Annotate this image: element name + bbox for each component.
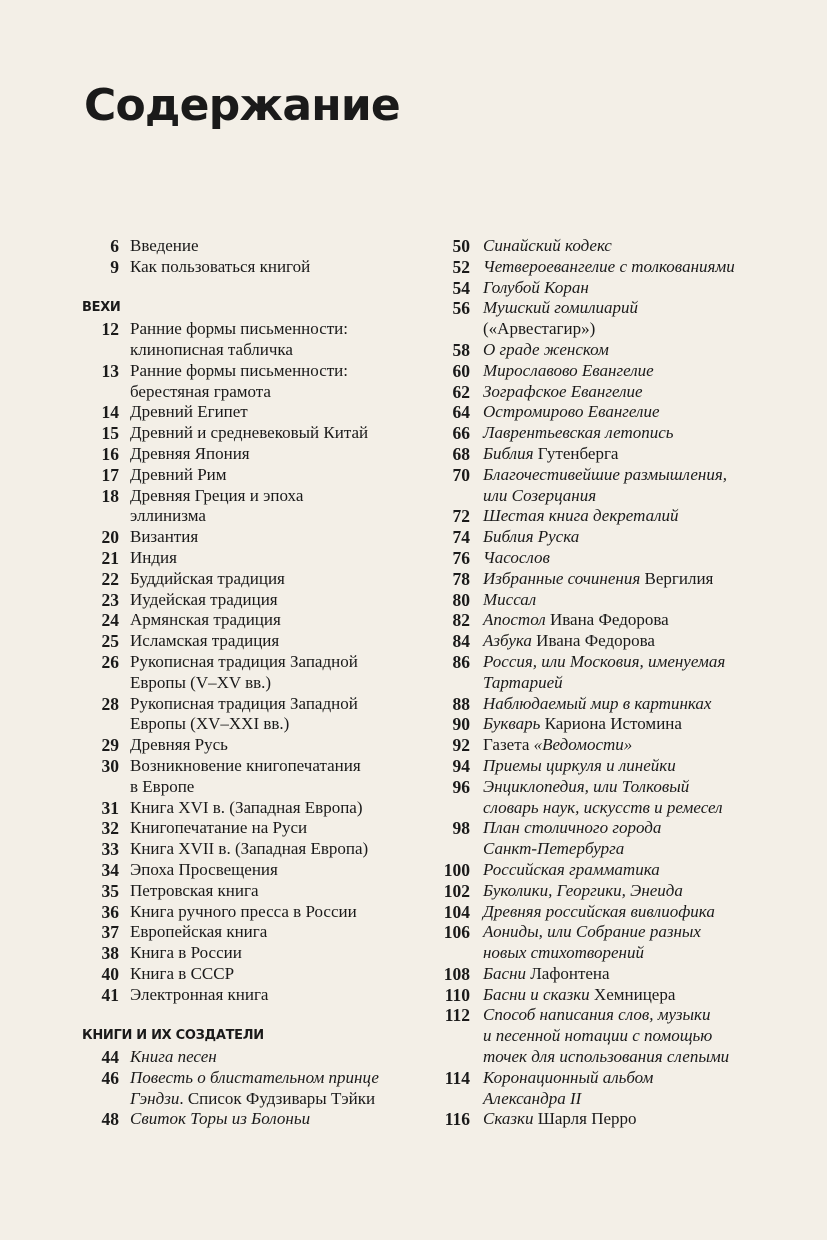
toc-entry: [432, 444, 822, 465]
toc-entry: [432, 527, 822, 548]
entry-title-part: Древняя Русь: [130, 735, 228, 755]
entry-title-part: Исламская традиция: [130, 631, 280, 651]
entry-title: [130, 1047, 217, 1068]
page-number: 6: [110, 236, 119, 256]
entry-title-part: Способ написания слов, музыки: [483, 1005, 711, 1025]
page-number: 70: [452, 464, 470, 485]
toc-entry: [432, 423, 822, 444]
page-number: 54: [452, 277, 470, 298]
toc-entry: [82, 839, 432, 860]
entry-title: [130, 548, 177, 569]
page-number: 29: [101, 735, 119, 756]
entry-title-part: Шарля Перро: [533, 1109, 637, 1129]
entry-title-part: Как пользоваться книгой: [130, 256, 311, 276]
page-number: 88: [452, 693, 470, 714]
toc-entry: [82, 735, 432, 756]
toc-entry: [82, 631, 432, 652]
entry-title-part: Византия: [130, 527, 199, 547]
entry-title: [130, 610, 281, 631]
entry-title-part: Свиток Торы из Болоньи: [130, 1109, 311, 1129]
entry-title: [483, 714, 682, 735]
page-number: 80: [452, 589, 470, 610]
entry-title: [130, 922, 267, 943]
entry-title-part: Басни и сказки: [483, 984, 590, 1004]
page-number: 94: [452, 755, 470, 776]
entry-title-part: Кариона Истомина: [540, 714, 682, 734]
toc-entry: [82, 257, 432, 278]
entry-title: [483, 735, 632, 756]
toc-entry: [432, 756, 822, 777]
page-number: 72: [452, 506, 470, 527]
toc-entry: [432, 590, 822, 611]
page-number: 48: [101, 1109, 119, 1130]
entry-title-part: Книгопечатание на Руси: [130, 818, 308, 838]
toc-column-left: [82, 236, 432, 1130]
toc-entry: [82, 1047, 432, 1068]
entry-title: [483, 881, 683, 902]
toc-entry: [432, 818, 822, 860]
entry-title: [130, 444, 250, 465]
page-number: 32: [101, 818, 119, 839]
entry-title: [483, 631, 655, 652]
entry-title: [130, 985, 268, 1006]
page-number: 14: [101, 402, 119, 423]
entry-title: [483, 506, 679, 527]
page-number: 25: [101, 631, 119, 652]
toc-entry: [82, 610, 432, 631]
entry-title: [130, 319, 348, 361]
toc-entry: [432, 922, 822, 964]
toc-entry: [432, 402, 822, 423]
entry-title-part: и песенной нотации с помощью: [483, 1026, 713, 1046]
toc-entry: [82, 694, 432, 736]
entry-title: [130, 1068, 379, 1110]
entry-title-part: Книга ручного пресса в России: [130, 901, 357, 921]
entry-title: [483, 652, 725, 694]
toc-entry: [432, 278, 822, 299]
entry-title-part: Введение: [130, 236, 199, 255]
entry-title-part: Благочестивейшие размышления,: [483, 464, 728, 484]
entry-title-part: Часослов: [483, 547, 550, 567]
entry-title-part: Ранние формы письменности:: [130, 360, 348, 380]
entry-title: [483, 777, 723, 819]
entry-title: [130, 486, 303, 528]
page-number: 20: [101, 527, 119, 548]
toc-entry: [82, 527, 432, 548]
page-number: 40: [101, 963, 119, 984]
entry-title: [130, 257, 310, 278]
page-number: 56: [452, 298, 470, 319]
page-number: 41: [101, 984, 119, 1005]
entry-title: [130, 694, 358, 736]
toc-entry: [82, 548, 432, 569]
page-number: 98: [452, 818, 470, 839]
page-number: 74: [452, 527, 470, 548]
entry-title-part: Древняя Япония: [130, 443, 250, 463]
toc-entry: [82, 902, 432, 923]
entry-title: [130, 818, 307, 839]
entry-title: [483, 340, 609, 361]
entry-title: [483, 527, 579, 548]
entry-title-part: Басни: [483, 963, 527, 983]
entry-title-part: словарь наук, искусств и ремесел: [483, 797, 723, 817]
page-number: 22: [101, 568, 119, 589]
toc-entry: [82, 798, 432, 819]
entry-title-part: Армянская традиция: [130, 610, 281, 630]
entry-title-part: Остромирово Евангелие: [483, 402, 660, 422]
entry-title: [130, 236, 199, 257]
toc-entry: [432, 1005, 822, 1067]
entry-title-part: в Европе: [130, 776, 195, 796]
entry-title: [483, 257, 735, 278]
toc-entry: [82, 985, 432, 1006]
entry-title-part: Книга в России: [130, 943, 242, 963]
toc-entry: [432, 548, 822, 569]
toc-entry: [432, 881, 822, 902]
entry-title-part: новых стихотворений: [483, 943, 644, 963]
page-number: 104: [443, 901, 470, 922]
toc-entry: [432, 361, 822, 382]
page-number: 23: [101, 589, 119, 610]
page-number: 31: [101, 797, 119, 818]
page-number: 114: [444, 1067, 470, 1088]
page-number: 35: [101, 880, 119, 901]
toc-entry: [82, 756, 432, 798]
entry-title-part: Индия: [130, 547, 177, 567]
entry-title: [130, 1109, 310, 1130]
entry-title: [483, 444, 618, 465]
entry-title: [483, 569, 713, 590]
page-number: 92: [452, 735, 470, 756]
page-number: 46: [101, 1067, 119, 1088]
entry-title-part: Шестая книга декреталий: [483, 506, 679, 526]
page-number: 50: [452, 236, 470, 256]
toc-entry: [432, 298, 822, 340]
entry-title-part: Иудейская традиция: [130, 589, 278, 609]
section-heading: ВЕХИ: [82, 300, 121, 316]
entry-title: [483, 590, 536, 611]
toc-entry: [432, 714, 822, 735]
toc-entry: [432, 902, 822, 923]
entry-title-part: эллинизма: [130, 506, 206, 526]
entry-title: [130, 631, 279, 652]
entry-title-part: Европы (XV–XXI вв.): [130, 714, 290, 734]
entry-title-part: Сказки: [483, 1109, 534, 1129]
toc-entry: [82, 922, 432, 943]
page-number: 38: [101, 943, 119, 964]
entry-title-part: Миссал: [483, 589, 537, 609]
entry-title: [483, 756, 676, 777]
entry-title-part: Европейская книга: [130, 922, 268, 942]
entry-title: [130, 798, 363, 819]
toc-entry: [432, 1109, 822, 1130]
entry-title: [483, 922, 701, 964]
toc-entry: [432, 985, 822, 1006]
toc-entry: [432, 569, 822, 590]
page-number: 26: [101, 651, 119, 672]
entry-title-part: Библия Руска: [483, 527, 580, 547]
entry-title-part: Книга в СССР: [130, 963, 235, 983]
entry-title-part: Хемницера: [589, 984, 676, 1004]
page-number: 24: [101, 610, 119, 631]
entry-title: [483, 964, 610, 985]
toc-entry: [82, 402, 432, 423]
entry-title-part: Европы (V–XV вв.): [130, 672, 272, 692]
entry-title-part: «Ведомости»: [533, 735, 633, 755]
entry-title-part: Буколики, Георгики, Энеида: [483, 880, 683, 900]
spacer: [82, 278, 432, 299]
entry-title-part: Коронационный альбом: [483, 1067, 654, 1087]
entry-title-part: Лафонтена: [526, 963, 610, 983]
toc-entry: [82, 486, 432, 528]
entry-title: [483, 610, 669, 631]
entry-title-part: План столичного города: [483, 818, 662, 838]
toc-entry: [82, 444, 432, 465]
entry-title-part: Голубой Коран: [483, 277, 589, 297]
entry-title-part: Библия: [483, 443, 534, 463]
entry-title: [483, 1109, 637, 1130]
entry-title-part: Рукописная традиция Западной: [130, 693, 358, 713]
entry-title-part: Ивана Федорова: [531, 631, 655, 651]
page-number: 21: [101, 547, 119, 568]
entry-title-part: Древний и средневековый Китай: [130, 423, 369, 443]
toc-entry: [82, 236, 432, 257]
page-number: 12: [101, 319, 119, 340]
entry-title-part: Лаврентьевская летопись: [483, 423, 674, 443]
page-number: 16: [101, 443, 119, 464]
toc-entry: [82, 943, 432, 964]
entry-title: [483, 236, 612, 257]
entry-title-part: Приемы циркуля и линейки: [483, 755, 676, 775]
page-number: 64: [452, 402, 470, 423]
toc-entry: [432, 964, 822, 985]
entry-title: [483, 1005, 729, 1067]
entry-title-part: клинописная табличка: [130, 339, 293, 359]
toc-entry: [432, 652, 822, 694]
entry-title: [483, 361, 654, 382]
entry-title-part: Мушский гомилиарий: [483, 298, 639, 318]
entry-title-part: Александра II: [483, 1088, 582, 1108]
toc-entry: [432, 257, 822, 278]
page-number: 34: [101, 859, 119, 880]
toc-entry: [82, 1068, 432, 1110]
entry-title-part: Зографское Евангелие: [483, 381, 643, 401]
entry-title-part: Древний Рим: [130, 464, 227, 484]
entry-title-part: Древняя российская вивлиофика: [483, 901, 715, 921]
toc-entry: [82, 319, 432, 361]
section-heading: КНИГИ И ИХ СОЗДАТЕЛИ: [82, 1028, 264, 1044]
entry-title-part: Эпоха Просвещения: [130, 859, 278, 879]
entry-title-part: Санкт-Петербурга: [483, 839, 625, 859]
toc-entry: [82, 569, 432, 590]
entry-title-part: Букварь: [483, 714, 541, 734]
entry-title-part: О граде женском: [483, 339, 609, 359]
entry-title-part: Ивана Федорова: [545, 610, 669, 630]
entry-title-part: Энциклопедия, или Толковый: [483, 776, 690, 796]
page-number: 60: [452, 360, 470, 381]
toc-entry: [82, 423, 432, 444]
entry-title: [483, 465, 727, 507]
page-number: 62: [452, 381, 470, 402]
page-number: 96: [452, 776, 470, 797]
page-number: 13: [101, 360, 119, 381]
entry-title: [130, 569, 285, 590]
entry-title: [130, 860, 278, 881]
toc-entry: [82, 590, 432, 611]
toc-entry: [432, 777, 822, 819]
page-number: 90: [452, 714, 470, 735]
page-number: 36: [101, 901, 119, 922]
page-number: 44: [101, 1047, 119, 1068]
toc-entry: [82, 361, 432, 403]
toc-entry: [432, 860, 822, 881]
toc-entry: [82, 465, 432, 486]
toc-entry: [432, 236, 822, 257]
toc-entry: [82, 818, 432, 839]
entry-title-part: Ранние формы письменности:: [130, 319, 348, 339]
page-number: 58: [452, 339, 470, 360]
toc-entry: [432, 631, 822, 652]
entry-title: [483, 985, 675, 1006]
toc-entry: [432, 694, 822, 715]
entry-title-part: Аониды, или Собрание разных: [483, 922, 701, 942]
entry-title: [130, 902, 357, 923]
entry-title: [483, 548, 550, 569]
toc-entry: [432, 340, 822, 361]
page-number: 106: [443, 922, 470, 943]
entry-title: [130, 361, 348, 403]
entry-title-part: Буддийская традиция: [130, 568, 285, 588]
page-number: 17: [101, 464, 119, 485]
entry-title: [130, 465, 227, 486]
page-number: 9: [110, 256, 119, 277]
toc-entry: [432, 465, 822, 507]
entry-title-part: Гэндзи: [130, 1088, 180, 1108]
entry-title-part: Российская грамматика: [483, 859, 660, 879]
page-number: 15: [101, 423, 119, 444]
toc-entry: [432, 382, 822, 403]
page-number: 66: [452, 423, 470, 444]
entry-title-part: Древний Египет: [130, 402, 248, 422]
page-number: 30: [101, 755, 119, 776]
toc-entry: [432, 610, 822, 631]
entry-title: [130, 756, 361, 798]
entry-title-part: Газета: [483, 735, 534, 755]
page-number: 78: [452, 568, 470, 589]
toc-entry: [82, 860, 432, 881]
entry-title-part: Тартарией: [483, 672, 563, 692]
entry-title: [483, 423, 674, 444]
toc-entry: [82, 964, 432, 985]
spacer: [82, 1005, 432, 1026]
entry-title-part: точек для использования слепыми: [483, 1047, 730, 1067]
toc-entry: [82, 881, 432, 902]
entry-title: [130, 590, 278, 611]
entry-title-part: . Список Фудзивары Тэйки: [179, 1088, 376, 1108]
entry-title-part: Книга XVI в. (Западная Европа): [130, 797, 363, 817]
page-number: 52: [452, 256, 470, 277]
page-number: 100: [443, 859, 470, 880]
page-number: 33: [101, 839, 119, 860]
page-title: Содержание: [84, 80, 400, 131]
entry-title-part: Гутенберга: [533, 443, 619, 463]
entry-title: [483, 694, 711, 715]
page-number: 84: [452, 631, 470, 652]
entry-title: [483, 1068, 653, 1110]
page-number: 68: [452, 443, 470, 464]
entry-title-part: («Арвестагир»): [483, 319, 596, 339]
entry-title: [483, 382, 643, 403]
entry-title: [130, 839, 368, 860]
entry-title: [130, 652, 358, 694]
entry-title-part: Четвероевангелие с толкованиями: [483, 256, 735, 276]
entry-title: [130, 881, 259, 902]
entry-title-part: Наблюдаемый мир в картинках: [483, 693, 712, 713]
entry-title: [483, 860, 660, 881]
entry-title-part: берестяная грамота: [130, 381, 271, 401]
page-number: 110: [444, 984, 470, 1005]
toc-entry: [432, 506, 822, 527]
entry-title-part: Апостол: [483, 610, 546, 630]
page-number: 102: [443, 880, 470, 901]
entry-title-part: или Созерцания: [483, 485, 597, 505]
page-number: 112: [444, 1005, 470, 1026]
entry-title-part: Рукописная традиция Западной: [130, 651, 358, 671]
entry-title: [130, 423, 368, 444]
entry-title: [483, 402, 660, 423]
page-number: 18: [101, 485, 119, 506]
page-number: 108: [443, 963, 470, 984]
entry-title-part: Петровская книга: [130, 880, 259, 900]
entry-title-part: Электронная книга: [130, 984, 269, 1004]
entry-title: [130, 964, 234, 985]
toc-entry: [432, 1068, 822, 1110]
entry-title-part: Повесть о блистательном принце: [130, 1067, 379, 1087]
page-number: 37: [101, 922, 119, 943]
entry-title: [483, 902, 715, 923]
entry-title-part: Мирославово Евангелие: [483, 360, 654, 380]
entry-title-part: Россия, или Московия, именуемая: [483, 651, 726, 671]
entry-title-part: Вергилия: [640, 568, 714, 588]
page-number: 116: [444, 1109, 470, 1130]
page-number: 76: [452, 547, 470, 568]
entry-title-part: Книга песен: [130, 1047, 217, 1067]
entry-title: [130, 402, 248, 423]
toc-entry: [82, 1109, 432, 1130]
entry-title: [130, 943, 242, 964]
entry-title-part: Книга XVII в. (Западная Европа): [130, 839, 369, 859]
toc-entry: [82, 652, 432, 694]
entry-title-part: Синайский кодекс: [483, 236, 612, 255]
entry-title: [130, 735, 228, 756]
entry-title: [483, 818, 661, 860]
entry-title: [483, 298, 638, 340]
entry-title-part: Возникновение книгопечатания: [130, 755, 361, 775]
page-number: 86: [452, 651, 470, 672]
page-number: 28: [101, 693, 119, 714]
entry-title: [130, 527, 198, 548]
page-number: 82: [452, 610, 470, 631]
entry-title-part: Азбука: [483, 631, 532, 651]
entry-title: [483, 278, 589, 299]
toc-entry: [432, 735, 822, 756]
entry-title-part: Древняя Греция и эпоха: [130, 485, 304, 505]
entry-title-part: Избранные сочинения: [483, 568, 641, 588]
toc-column-right: [432, 236, 822, 1130]
